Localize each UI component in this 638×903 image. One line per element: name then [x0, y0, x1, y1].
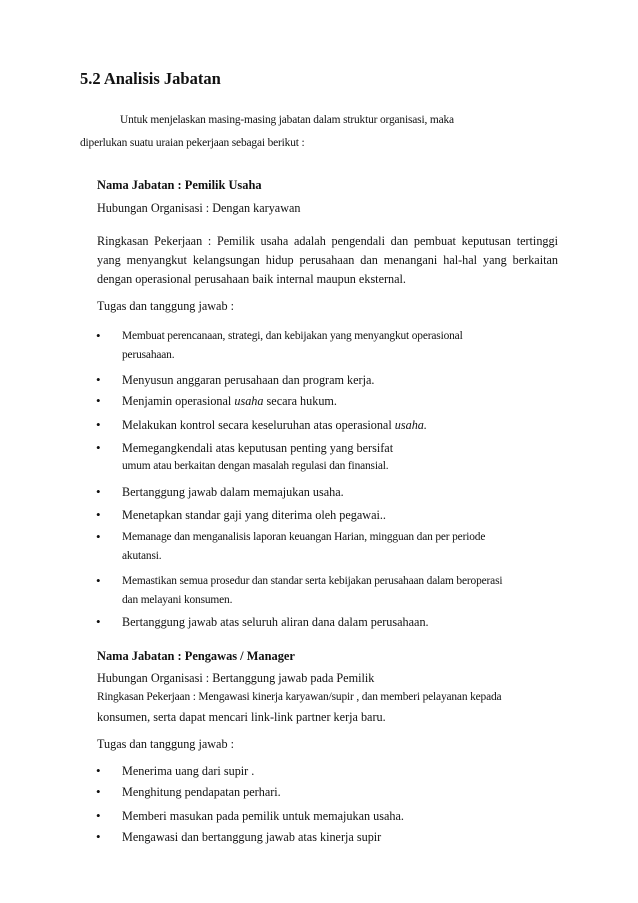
jabatan-2-item-4: Mengawasi dan bertanggung jawab atas kinerja supir	[122, 830, 382, 844]
jabatan-1-tugas-label: Tugas dan tanggung jawab :	[97, 299, 234, 313]
jabatan-1-item-1-line-2: perusahaan.	[122, 349, 175, 361]
jabatan-2-tugas-label: Tugas dan tanggung jawab :	[97, 737, 234, 751]
jabatan-1-item-7: Menetapkan standar gaji yang diterima oleh pegawai..	[122, 508, 386, 522]
jabatan-2-item-1: Menerima uang dari supir .	[122, 764, 255, 778]
section-title: 5.2 Analisis Jabatan	[80, 69, 221, 88]
bullet-icon: •	[96, 393, 101, 408]
bullet-icon: •	[96, 614, 101, 629]
bullet-icon: •	[96, 763, 101, 778]
jabatan-1-ringkasan-line-2: yang menyangkut kelangsungan hidup perusahaan dan menangani hal-hal yang berkaitan	[97, 253, 558, 267]
bullet-icon: •	[96, 829, 101, 844]
jabatan-2-title: Nama Jabatan : Pengawas / Manager	[97, 649, 295, 663]
jabatan-1-item-2: Menyusun anggaran perusahaan dan program kerja.	[122, 373, 375, 387]
jabatan-1-item-3: Menjamin operasional usaha secara hukum.	[122, 394, 337, 408]
jabatan-1-item-6: Bertanggung jawab dalam memajukan usaha.	[122, 485, 344, 499]
jabatan-2-item-3: Memberi masukan pada pemilik untuk memajukan usaha.	[122, 809, 404, 823]
jabatan-1-item-8-line-1: Memanage dan menganalisis laporan keuangan Harian, mingguan dan per periode	[122, 531, 486, 543]
jabatan-1-ringkasan-line-3: dengan operasional perusahaan baik internal maupun eksternal.	[97, 272, 406, 286]
bullet-icon: •	[96, 573, 101, 588]
jabatan-2-hubungan: Hubungan Organisasi : Bertanggung jawab pada Pemilik	[97, 671, 375, 685]
jabatan-1-item-9-line-2: dan melayani konsumen.	[122, 594, 233, 606]
bullet-icon: •	[96, 440, 101, 455]
jabatan-1-ringkasan-line-1: Ringkasan Pekerjaan : Pemilik usaha adalah pengendali dan pembuat keputusan tertinggi	[97, 234, 558, 248]
intro-line-2: diperlukan suatu uraian pekerjaan sebagai berikut :	[80, 137, 305, 149]
intro-line-1: Untuk menjelaskan masing-masing jabatan dalam struktur organisasi, maka	[120, 114, 454, 126]
bullet-icon: •	[96, 529, 101, 544]
jabatan-1-item-4: Melakukan kontrol secara keseluruhan atas operasional usaha.	[122, 418, 427, 432]
emphasis-text: usaha	[234, 394, 264, 408]
bullet-icon: •	[96, 808, 101, 823]
bullet-icon: •	[96, 784, 101, 799]
bullet-icon: •	[96, 328, 101, 343]
bullet-icon: •	[96, 507, 101, 522]
jabatan-1-item-8-line-2: akutansi.	[122, 550, 162, 562]
jabatan-1-item-9-line-1: Memastikan semua prosedur dan standar serta kebijakan perusahaan dalam beroperasi	[122, 575, 503, 587]
jabatan-1-hubungan: Hubungan Organisasi : Dengan karyawan	[97, 201, 301, 215]
bullet-icon: •	[96, 484, 101, 499]
jabatan-1-item-10: Bertanggung jawab atas seluruh aliran dana dalam perusahaan.	[122, 615, 429, 629]
jabatan-1-item-5-line-1: Memegangkendali atas keputusan penting yang bersifat	[122, 441, 394, 455]
jabatan-1-item-1-line-1: Membuat perencanaan, strategi, dan kebijakan yang menyangkut operasional	[122, 330, 463, 342]
jabatan-2-ringkasan-line-1: Ringkasan Pekerjaan : Mengawasi kinerja karyawan/supir , dan memberi pelayanan kepada	[97, 691, 502, 703]
jabatan-1-title: Nama Jabatan : Pemilik Usaha	[97, 178, 262, 192]
jabatan-2-ringkasan-line-2: konsumen, serta dapat mencari link-link partner kerja baru.	[97, 710, 386, 724]
emphasis-text: usaha.	[394, 418, 427, 432]
jabatan-1-item-5-line-2: umum atau berkaitan dengan masalah regulasi dan finansial.	[122, 460, 389, 472]
bullet-icon: •	[96, 417, 101, 432]
jabatan-2-item-2: Menghitung pendapatan perhari.	[122, 785, 281, 799]
bullet-icon: •	[96, 372, 101, 387]
